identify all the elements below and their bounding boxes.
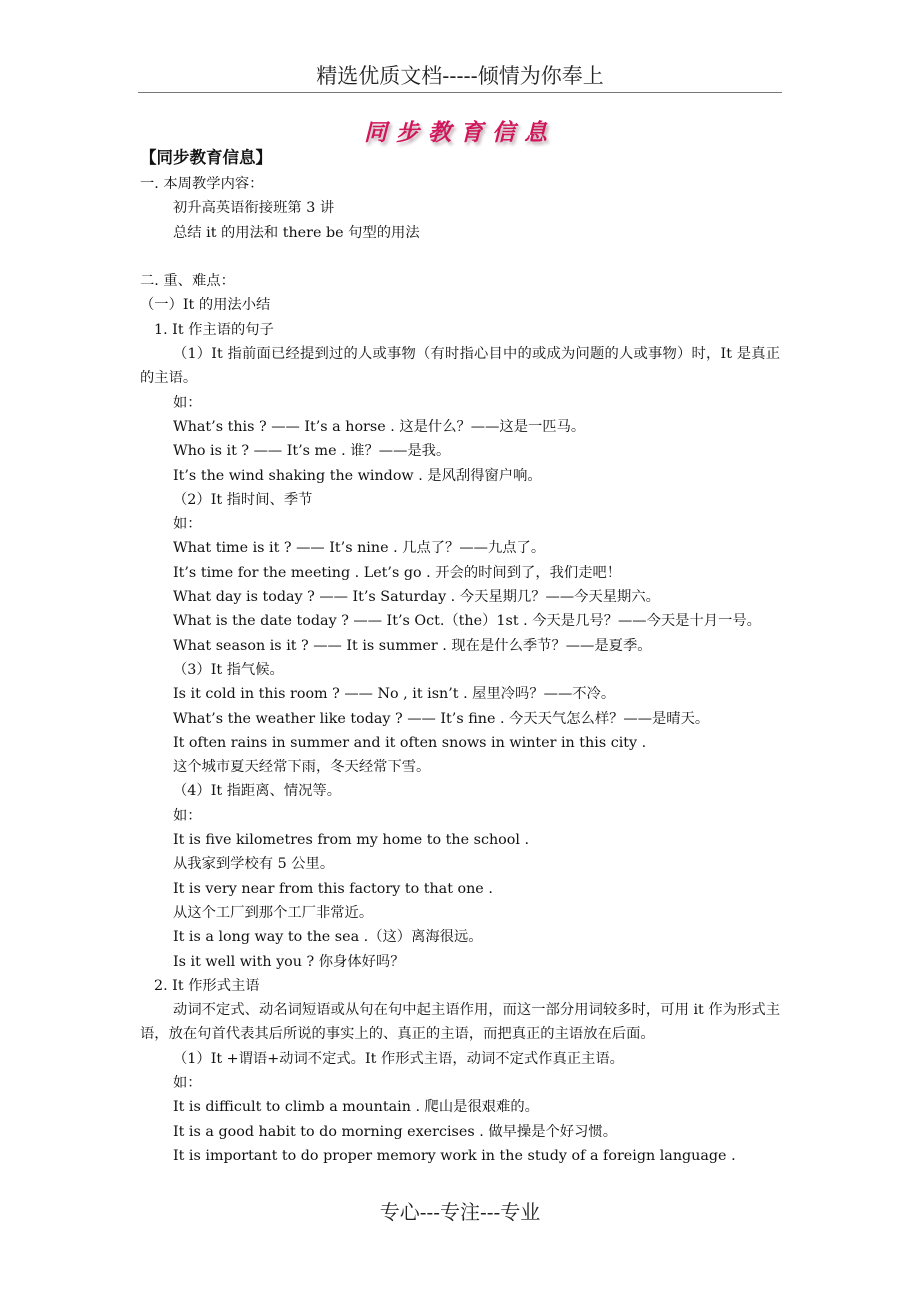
paragraph-formal-subject: 动词不定式、动名词短语或从句在句中起主语作用，而这一部分用词较多时，可用 it 作为形式主语，放在句首代表其后所说的事实上的、真正的主语，而把真正的主语放在后面。 [140, 1002, 780, 1043]
text-line: 总结 it 的用法和 there be 句型的用法 [173, 224, 420, 241]
example-label: 如： [173, 394, 202, 411]
example-sentence: Is it well with you ? 你身体好吗？ [173, 953, 405, 970]
example-sentence: It is five kilometres from my home to the school . [173, 832, 530, 849]
example-sentence: It is a long way to the sea .（这）离海很远。 [173, 929, 483, 946]
blank-line [140, 245, 780, 269]
example-label: 如： [173, 1074, 202, 1091]
example-sentence: It is a good habit to do morning exercises . 做早操是个好习惯。 [173, 1123, 617, 1140]
example-sentence: What’s the weather like today ? —— It’s fine . 今天天气怎么样？——是晴天。 [173, 710, 710, 727]
text-line: 初升高英语衔接班第 3 讲 [173, 200, 335, 217]
example-sentence: What time is it ? —— It’s nine . 几点了？——九点了。 [173, 540, 546, 557]
example-sentence: Is it cold in this room ? —— No , it isn’t . 屋里冷吗？——不冷。 [173, 686, 616, 703]
example-sentence: It is important to do proper memory work in the study of a foreign language . [173, 1147, 736, 1164]
subheading-formal-subject: 2. It 作形式主语 [154, 977, 260, 994]
example-sentence: It is difficult to climb a mountain . 爬山是很艰难的。 [173, 1099, 539, 1116]
paragraph-rule-1: （1）It 指前面已经提到过的人或事物（有时指心目中的或成为问题的人或事物）时，It 是真正的主语。 [140, 346, 780, 387]
section-title: 【同步教育信息】 [140, 148, 272, 167]
example-sentence: It’s the wind shaking the window . 是风刮得窗户响。 [173, 467, 542, 484]
example-sentence: What day is today ? —— It’s Saturday . 今天星期几？——今天星期六。 [173, 589, 660, 606]
rule-heading: （3）It 指气候。 [173, 661, 284, 678]
example-label: 如： [173, 516, 202, 533]
title-banner [0, 114, 920, 147]
rule-heading: （1）It +谓语+动词不定式。It 作形式主语，动词不定式作真正主语。 [173, 1050, 624, 1067]
page-footer: 专心---专注---专业 [379, 1200, 541, 1224]
banner-text: 同步教育信息 [364, 119, 556, 146]
example-translation: 这个城市夏天经常下雨，冬天经常下雪。 [173, 759, 431, 776]
example-sentence: What season is it ? —— It is summer . 现在是什么季节？——是夏季。 [173, 637, 652, 654]
rule-heading: （2）It 指时间、季节 [173, 491, 313, 508]
example-sentence: It often rains in summer and it often snows in winter in this city . [173, 734, 647, 751]
subheading-it-usage: （一）It 的用法小结 [140, 297, 271, 314]
page-header: 精选优质文档-----倾情为你奉上 [138, 62, 782, 93]
document-body [140, 145, 780, 1168]
example-sentence: It is very near from this factory to that one . [173, 880, 493, 897]
heading-weekly-content: 一. 本周教学内容： [140, 176, 264, 192]
example-sentence: What’s this ? —— It’s a horse . 这是什么？——这是一匹马。 [173, 418, 586, 435]
subheading-it-as-subject: 1. It 作主语的句子 [154, 321, 274, 338]
example-label: 如： [173, 807, 202, 824]
example-sentence: It’s time for the meeting . Let’s go . 开会的时间到了，我们走吧！ [173, 564, 622, 581]
rule-heading: （4）It 指距离、情况等。 [173, 783, 342, 800]
example-sentence: What is the date today ? —— It’s Oct.（the）1st . 今天是几号？——今天是十月一号。 [173, 613, 761, 630]
heading-key-points: 二. 重、难点： [140, 273, 235, 290]
example-sentence: Who is it ? —— It’s me . 谁？——是我。 [173, 443, 451, 460]
example-translation: 从这个工厂到那个工厂非常近。 [173, 904, 374, 921]
example-translation: 从我家到学校有 5 公里。 [173, 856, 335, 873]
